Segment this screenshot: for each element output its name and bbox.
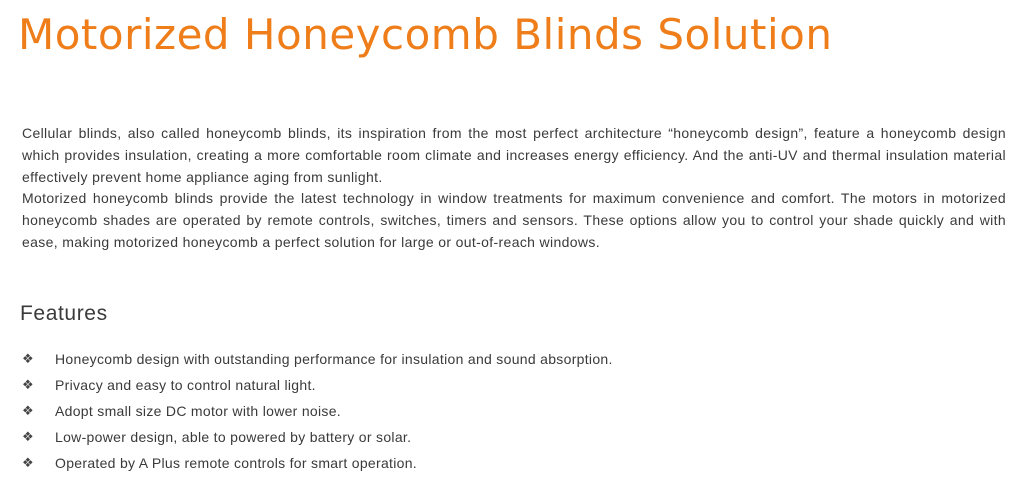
four-diamond-bullet-icon: ❖ [22,351,34,366]
four-diamond-bullet-icon: ❖ [22,455,34,470]
intro-paragraph-1: Cellular blinds, also called honeycomb blinds, its inspiration from the most perfect architecture “honeycomb design”, feature a honeycomb design which provides insulation, creating a more comfortable room climate and increases energy efficiency. And the anti-UV and thermal insulation material effectively prevent home appliance aging from sunlight. [22,125,1006,185]
four-diamond-bullet-icon: ❖ [22,429,34,444]
intro-paragraph-2: Motorized honeycomb blinds provide the latest technology in window treatments for maximum convenience and comfort. The motors in motorized honeycomb shades are operated by remote controls, switches, timers and sensors. These options allow you to control your shade quickly and with ease, making motorized honeycomb a perfect solution for large or out-of-reach windows. [22,190,1006,250]
feature-text: Adopt small size DC motor with lower noise. [55,403,341,419]
feature-text: Low-power design, able to powered by battery or solar. [55,429,412,445]
page-title: Motorized Honeycomb Blinds Solution [18,10,833,59]
feature-item [22,424,922,450]
four-diamond-bullet-icon: ❖ [22,377,34,392]
four-diamond-bullet-icon: ❖ [22,403,34,418]
feature-item [22,372,922,398]
feature-item [22,346,922,372]
features-list [22,346,922,476]
features-heading: Features [20,302,108,325]
feature-item [22,398,922,424]
feature-text: Operated by A Plus remote controls for smart operation. [55,455,418,471]
feature-item [22,450,922,476]
feature-text: Honeycomb design with outstanding performance for insulation and sound absorption. [55,351,613,367]
feature-text: Privacy and easy to control natural light. [55,377,316,393]
intro-text [22,123,1006,254]
